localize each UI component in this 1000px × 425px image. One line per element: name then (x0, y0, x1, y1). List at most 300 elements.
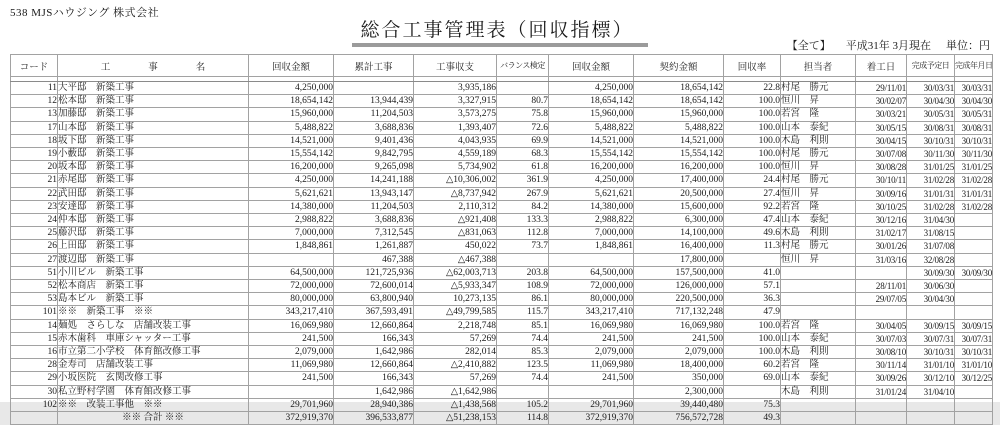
cell-code: 11 (11, 82, 58, 95)
table-row (11, 200, 993, 213)
cell-kaishu-kingaku: 1,848,861 (249, 240, 334, 253)
cell-kansei-yotei-bi: 31/08/15 (907, 227, 955, 240)
cell-ruikei-koji: 3,688,836 (334, 214, 414, 227)
cell-kaishu-kingaku-2: 14,521,000 (549, 134, 634, 147)
cell-kaishu-ritsu: 100.0 (724, 95, 781, 108)
cell-kaishu-ritsu: 49.6 (724, 227, 781, 240)
cell-kaishu-kingaku: 14,521,000 (249, 134, 334, 147)
cell-koji-shushi: △921,408 (414, 214, 497, 227)
header-koji-shushi: 工事収支 (414, 55, 497, 77)
cell-ruikei-koji: 396,533,877 (334, 412, 414, 425)
cell-kansei-nengappi: 30/08/31 (955, 121, 993, 134)
cell-balance-kentei: 267.9 (497, 187, 549, 200)
header-kaishu-kingaku-2: 回収金額 (549, 55, 634, 77)
cell-name: 渡辺邸 新築工事 (58, 253, 249, 266)
cell-code: 24 (11, 214, 58, 227)
table-body (11, 82, 993, 412)
cell-name: 赤尾邸 新築工事 (58, 174, 249, 187)
cell-keiyaku-kingaku: 6,300,000 (634, 214, 724, 227)
cell-chakko-bi: 30/10/11 (856, 174, 907, 187)
cell-koji-shushi: △51,238,153 (414, 412, 497, 425)
cell-chakko-bi: 29/07/05 (856, 293, 907, 306)
cell-kaishu-kingaku: 7,000,000 (249, 227, 334, 240)
table-row (11, 398, 993, 411)
table-row (11, 359, 993, 372)
header-koji-name: 工 事 名 (58, 55, 249, 77)
cell-kansei-nengappi (955, 306, 993, 319)
cell-kansei-yotei-bi: 32/08/28 (907, 253, 955, 266)
cell-kaishu-kingaku-2: 2,988,822 (549, 214, 634, 227)
cell-balance-kentei: 85.3 (497, 346, 549, 359)
cell-balance-kentei: 74.4 (497, 372, 549, 385)
cell-kaishu-kingaku (249, 253, 334, 266)
cell-kansei-nengappi: 30/03/31 (955, 82, 993, 95)
cell-code: 18 (11, 134, 58, 147)
cell-name: ※※ 改装工事他 ※※ (58, 398, 249, 411)
cell-kansei-yotei-bi: 30/03/31 (907, 82, 955, 95)
cell-ruikei-koji: 14,241,188 (334, 174, 414, 187)
cell-koji-shushi: 1,393,407 (414, 121, 497, 134)
cell-ruikei-koji: 11,204,503 (334, 200, 414, 213)
cell-balance-kentei: 115.7 (497, 306, 549, 319)
cell-kaishu-ritsu: 100.0 (724, 319, 781, 332)
cell-chakko-bi: 30/03/21 (856, 108, 907, 121)
cell-kansei-yotei-bi: 30/05/31 (907, 108, 955, 121)
cell-kaishu-kingaku-2: 4,250,000 (549, 82, 634, 95)
cell-kansei-yotei-bi (907, 398, 955, 411)
cell-name: 島本ビル 新築工事 (58, 293, 249, 306)
cell-kaishu-kingaku: 16,200,000 (249, 161, 334, 174)
cell-ruikei-koji: 121,725,936 (334, 266, 414, 279)
cell-name: 私立野村学園 体育館改修工事 (58, 385, 249, 398)
cell-kaishu-kingaku: 2,988,822 (249, 214, 334, 227)
cell-name: 赤木歯科 車庫シャッター工事 (58, 332, 249, 345)
cell-kansei-yotei-bi: 30/08/31 (907, 121, 955, 134)
cell-chakko-bi: 30/09/26 (856, 372, 907, 385)
cell-kansei-yotei-bi (907, 412, 955, 425)
cell-kansei-yotei-bi: 30/10/31 (907, 134, 955, 147)
cell-keiyaku-kingaku: 18,654,142 (634, 82, 724, 95)
cell-code: 53 (11, 293, 58, 306)
cell-balance-kentei: 361.9 (497, 174, 549, 187)
cell-code: 21 (11, 174, 58, 187)
cell-kansei-yotei-bi: 31/01/31 (907, 187, 955, 200)
table-row (11, 332, 993, 345)
cell-balance-kentei: 133.3 (497, 214, 549, 227)
cell-kansei-yotei-bi: 31/04/10 (907, 385, 955, 398)
cell-kaishu-ritsu: 27.4 (724, 187, 781, 200)
cell-kaishu-ritsu (724, 253, 781, 266)
cell-kaishu-kingaku-2: 241,500 (549, 372, 634, 385)
cell-tantosha: 山本 泰紀 (781, 332, 856, 345)
table-row (11, 306, 993, 319)
cell-keiyaku-kingaku: 14,100,000 (634, 227, 724, 240)
cell-kaishu-kingaku (249, 385, 334, 398)
cell-balance-kentei: 85.1 (497, 319, 549, 332)
cell-chakko-bi: 30/07/08 (856, 148, 907, 161)
cell-kaishu-kingaku-2: 241,500 (549, 332, 634, 345)
cell-code: 101 (11, 306, 58, 319)
cell-keiyaku-kingaku: 220,500,000 (634, 293, 724, 306)
cell-kansei-nengappi: 30/12/25 (955, 372, 993, 385)
cell-kansei-nengappi: 31/02/28 (955, 200, 993, 213)
cell-tantosha (781, 280, 856, 293)
cell-kaishu-kingaku-2: 15,960,000 (549, 108, 634, 121)
cell-koji-shushi: 5,734,902 (414, 161, 497, 174)
cell-code: 51 (11, 266, 58, 279)
header-row (11, 55, 993, 77)
cell-kansei-nengappi (955, 214, 993, 227)
cell-kaishu-ritsu: 22.8 (724, 82, 781, 95)
cell-kaishu-kingaku: 80,000,000 (249, 293, 334, 306)
cell-kaishu-kingaku: 343,217,410 (249, 306, 334, 319)
cell-balance-kentei: 105.2 (497, 398, 549, 411)
cell-keiyaku-kingaku: 717,132,248 (634, 306, 724, 319)
header-kansei-yotei-bi: 完成予定日 (907, 55, 955, 77)
cell-kaishu-kingaku: 4,250,000 (249, 82, 334, 95)
cell-kansei-yotei-bi: 31/02/28 (907, 174, 955, 187)
cell-keiyaku-kingaku: 350,000 (634, 372, 724, 385)
cell-balance-kentei: 68.3 (497, 148, 549, 161)
cell-balance-kentei: 112.8 (497, 227, 549, 240)
cell-kansei-nengappi: 30/04/30 (955, 95, 993, 108)
cell-chakko-bi: 30/09/16 (856, 187, 907, 200)
cell-kaishu-kingaku-2: 29,701,960 (549, 398, 634, 411)
header-kansei-nengappi: 完成年月日 (955, 55, 993, 77)
cell-kaishu-ritsu: 69.0 (724, 372, 781, 385)
cell-kansei-nengappi: 31/01/25 (955, 161, 993, 174)
table-row (11, 161, 993, 174)
cell-kaishu-kingaku: 2,079,000 (249, 346, 334, 359)
cell-ruikei-koji: 467,388 (334, 253, 414, 266)
cell-kaishu-kingaku: 72,000,000 (249, 280, 334, 293)
cell-kansei-nengappi (955, 240, 993, 253)
report-title: 総合工事管理表（回収指標） (352, 15, 647, 47)
cell-tantosha: 木島 利則 (781, 134, 856, 147)
cell-kaishu-ritsu: 60.2 (724, 359, 781, 372)
cell-tantosha: 若宮 隆 (781, 200, 856, 213)
cell-chakko-bi: 30/01/26 (856, 240, 907, 253)
table-row (11, 148, 993, 161)
cell-name: 大平邸 新築工事 (58, 82, 249, 95)
cell-kaishu-ritsu: 49.3 (724, 412, 781, 425)
table-row (11, 108, 993, 121)
cell-koji-shushi: 2,218,748 (414, 319, 497, 332)
cell-kansei-yotei-bi: 30/09/15 (907, 319, 955, 332)
cell-name: 仲本邸 新築工事 (58, 214, 249, 227)
cell-balance-kentei: 69.9 (497, 134, 549, 147)
cell-kansei-yotei-bi: 30/11/30 (907, 148, 955, 161)
table-footer (11, 412, 993, 425)
cell-name: 坂下邸 新築工事 (58, 134, 249, 147)
cell-keiyaku-kingaku: 2,300,000 (634, 385, 724, 398)
cell-chakko-bi (856, 266, 907, 279)
cell-kansei-nengappi (955, 253, 993, 266)
cell-kaishu-kingaku-2: 2,079,000 (549, 346, 634, 359)
cell-tantosha: 恒川 昇 (781, 187, 856, 200)
cell-tantosha: 木島 利則 (781, 227, 856, 240)
cell-chakko-bi: 30/08/28 (856, 161, 907, 174)
cell-kaishu-kingaku: 5,488,822 (249, 121, 334, 134)
construction-management-table (10, 54, 993, 425)
cell-koji-shushi: △10,306,002 (414, 174, 497, 187)
cell-ruikei-koji: 9,842,795 (334, 148, 414, 161)
cell-balance-kentei: 123.5 (497, 359, 549, 372)
cell-kaishu-kingaku-2: 343,217,410 (549, 306, 634, 319)
cell-kaishu-kingaku-2: 5,621,621 (549, 187, 634, 200)
cell-koji-shushi: 282,014 (414, 346, 497, 359)
cell-keiyaku-kingaku: 20,500,000 (634, 187, 724, 200)
cell-kansei-nengappi (955, 280, 993, 293)
table-row (11, 240, 993, 253)
header-balance-kentei: バランス検定 (497, 55, 549, 77)
cell-chakko-bi: 30/12/16 (856, 214, 907, 227)
cell-kaishu-kingaku-2: 64,500,000 (549, 266, 634, 279)
cell-kansei-nengappi: 30/07/31 (955, 332, 993, 345)
cell-code: 16 (11, 346, 58, 359)
cell-tantosha: 村尾 勝元 (781, 148, 856, 161)
cell-kaishu-ritsu: 100.0 (724, 148, 781, 161)
cell-balance-kentei: 74.4 (497, 332, 549, 345)
cell-kaishu-kingaku: 5,621,621 (249, 187, 334, 200)
cell-kansei-yotei-bi: 31/01/10 (907, 359, 955, 372)
cell-balance-kentei: 86.1 (497, 293, 549, 306)
cell-code: 17 (11, 121, 58, 134)
cell-code: 22 (11, 187, 58, 200)
cell-ruikei-koji: 12,660,864 (334, 359, 414, 372)
cell-kaishu-kingaku: 4,250,000 (249, 174, 334, 187)
cell-kansei-nengappi: 30/09/15 (955, 319, 993, 332)
cell-kaishu-ritsu: 100.0 (724, 108, 781, 121)
cell-code (11, 412, 58, 425)
header-chakko-bi: 着工日 (856, 55, 907, 77)
cell-name: 麺処 さらしな 店舗改装工事 (58, 319, 249, 332)
cell-name: 藤沢邸 新築工事 (58, 227, 249, 240)
header-kaishu-kingaku: 回収金額 (249, 55, 334, 77)
cell-kansei-nengappi (955, 412, 993, 425)
cell-kaishu-kingaku: 15,960,000 (249, 108, 334, 121)
cell-keiyaku-kingaku: 2,079,000 (634, 346, 724, 359)
cell-chakko-bi: 30/02/07 (856, 95, 907, 108)
cell-kaishu-ritsu (724, 385, 781, 398)
cell-chakko-bi: 30/05/15 (856, 121, 907, 134)
header-ruikei-koji: 累計工事 (334, 55, 414, 77)
cell-ruikei-koji: 1,642,986 (334, 346, 414, 359)
cell-chakko-bi: 30/07/03 (856, 332, 907, 345)
cell-tantosha: 木島 利則 (781, 346, 856, 359)
cell-kaishu-kingaku: 14,380,000 (249, 200, 334, 213)
cell-kaishu-ritsu: 41.0 (724, 266, 781, 279)
cell-koji-shushi: 3,327,915 (414, 95, 497, 108)
cell-kaishu-ritsu: 100.0 (724, 121, 781, 134)
cell-keiyaku-kingaku: 18,400,000 (634, 359, 724, 372)
header-kaishu-ritsu: 回収率 (724, 55, 781, 77)
cell-kansei-nengappi: 31/01/31 (955, 187, 993, 200)
cell-kansei-yotei-bi: 30/10/31 (907, 346, 955, 359)
cell-ruikei-koji: 9,401,436 (334, 134, 414, 147)
cell-name: 加藤邸 新築工事 (58, 108, 249, 121)
cell-code: 23 (11, 200, 58, 213)
cell-koji-shushi: △831,063 (414, 227, 497, 240)
cell-chakko-bi: 30/10/25 (856, 200, 907, 213)
cell-name: 安達邸 新築工事 (58, 200, 249, 213)
cell-chakko-bi: 30/04/15 (856, 134, 907, 147)
cell-balance-kentei: 108.9 (497, 280, 549, 293)
cell-kansei-nengappi (955, 227, 993, 240)
cell-keiyaku-kingaku: 15,960,000 (634, 108, 724, 121)
table-row (11, 187, 993, 200)
cell-kaishu-kingaku-2 (549, 253, 634, 266)
cell-balance-kentei: 80.7 (497, 95, 549, 108)
cell-kaishu-kingaku-2 (549, 385, 634, 398)
cell-tantosha (781, 293, 856, 306)
cell-name: 小川ビル 新築工事 (58, 266, 249, 279)
cell-kansei-yotei-bi: 30/07/31 (907, 332, 955, 345)
cell-keiyaku-kingaku: 5,488,822 (634, 121, 724, 134)
cell-koji-shushi: 4,559,189 (414, 148, 497, 161)
cell-tantosha: 恒川 昇 (781, 161, 856, 174)
cell-ruikei-koji: 63,800,940 (334, 293, 414, 306)
cell-kaishu-ritsu: 47.9 (724, 306, 781, 319)
cell-koji-shushi: 3,573,275 (414, 108, 497, 121)
cell-kaishu-ritsu: 100.0 (724, 332, 781, 345)
cell-kansei-nengappi: 30/10/31 (955, 346, 993, 359)
cell-chakko-bi: 29/11/01 (856, 82, 907, 95)
cell-koji-shushi: 3,935,186 (414, 82, 497, 95)
cell-kaishu-kingaku: 29,701,960 (249, 398, 334, 411)
cell-kaishu-kingaku-2: 16,200,000 (549, 161, 634, 174)
cell-chakko-bi: 31/02/17 (856, 227, 907, 240)
as-of-date: 平成31年 3月現在 (845, 40, 931, 52)
cell-tantosha: 村尾 勝元 (781, 82, 856, 95)
cell-keiyaku-kingaku: 14,521,000 (634, 134, 724, 147)
cell-kaishu-ritsu: 100.0 (724, 346, 781, 359)
cell-balance-kentei (497, 253, 549, 266)
total-row (11, 412, 993, 425)
cell-kansei-nengappi: 30/05/31 (955, 108, 993, 121)
cell-keiyaku-kingaku: 16,069,980 (634, 319, 724, 332)
company-name: 538 MJSハウジング 株式会社 (10, 7, 160, 19)
cell-name: 金寿司 店舗改装工事 (58, 359, 249, 372)
cell-ruikei-koji: 72,600,014 (334, 280, 414, 293)
cell-name: 武田邸 新築工事 (58, 187, 249, 200)
cell-kaishu-kingaku-2: 72,000,000 (549, 280, 634, 293)
table-row (11, 95, 993, 108)
cell-keiyaku-kingaku: 17,800,000 (634, 253, 724, 266)
cell-name: 山本邸 新築工事 (58, 121, 249, 134)
cell-kaishu-ritsu: 100.0 (724, 161, 781, 174)
cell-ruikei-koji: 13,944,439 (334, 95, 414, 108)
cell-name: 上田邸 新築工事 (58, 240, 249, 253)
cell-koji-shushi: △2,410,882 (414, 359, 497, 372)
unit-label: 単位：円 (946, 40, 990, 52)
cell-koji-shushi: △467,388 (414, 253, 497, 266)
cell-code: 52 (11, 280, 58, 293)
cell-ruikei-koji: 1,642,986 (334, 385, 414, 398)
cell-balance-kentei: 61.8 (497, 161, 549, 174)
cell-kansei-yotei-bi: 30/12/10 (907, 372, 955, 385)
table-row (11, 293, 993, 306)
cell-chakko-bi: 30/04/05 (856, 319, 907, 332)
cell-code: 19 (11, 148, 58, 161)
cell-tantosha (781, 306, 856, 319)
cell-kansei-nengappi: 31/01/10 (955, 359, 993, 372)
cell-kaishu-kingaku-2: 11,069,980 (549, 359, 634, 372)
cell-ruikei-koji: 28,940,386 (334, 398, 414, 411)
cell-balance-kentei: 114.8 (497, 412, 549, 425)
cell-kaishu-ritsu: 100.0 (724, 134, 781, 147)
cell-tantosha: 木島 利則 (781, 385, 856, 398)
table-row (11, 82, 993, 95)
cell-tantosha (781, 412, 856, 425)
cell-koji-shushi: 2,110,312 (414, 200, 497, 213)
cell-kansei-yotei-bi: 31/02/28 (907, 200, 955, 213)
cell-tantosha: 村尾 勝元 (781, 240, 856, 253)
cell-name: 小藪邸 新築工事 (58, 148, 249, 161)
cell-koji-shushi: △49,799,585 (414, 306, 497, 319)
cell-koji-shushi: △8,737,942 (414, 187, 497, 200)
cell-chakko-bi: 30/11/14 (856, 359, 907, 372)
cell-kaishu-kingaku-2: 14,380,000 (549, 200, 634, 213)
cell-kansei-yotei-bi (907, 306, 955, 319)
cell-tantosha: 山本 泰紀 (781, 214, 856, 227)
cell-tantosha: 山本 泰紀 (781, 121, 856, 134)
cell-kaishu-kingaku-2: 18,654,142 (549, 95, 634, 108)
cell-kansei-nengappi (955, 385, 993, 398)
cell-kaishu-kingaku-2: 15,554,142 (549, 148, 634, 161)
cell-chakko-bi: 31/03/16 (856, 253, 907, 266)
cell-chakko-bi: 31/01/24 (856, 385, 907, 398)
header-keiyaku-kingaku: 契約金額 (634, 55, 724, 77)
cell-balance-kentei: 203.8 (497, 266, 549, 279)
cell-tantosha: 恒川 昇 (781, 95, 856, 108)
cell-ruikei-koji: 1,261,887 (334, 240, 414, 253)
cell-kaishu-kingaku: 241,500 (249, 332, 334, 345)
cell-kansei-yotei-bi: 30/09/30 (907, 266, 955, 279)
cell-kaishu-kingaku: 18,654,142 (249, 95, 334, 108)
table-header (11, 55, 993, 82)
cell-balance-kentei (497, 82, 549, 95)
cell-keiyaku-kingaku: 16,200,000 (634, 161, 724, 174)
cell-kaishu-kingaku-2: 7,000,000 (549, 227, 634, 240)
cell-kaishu-ritsu: 11.3 (724, 240, 781, 253)
cell-ruikei-koji (334, 82, 414, 95)
cell-code: 20 (11, 161, 58, 174)
cell-keiyaku-kingaku: 15,554,142 (634, 148, 724, 161)
cell-tantosha (781, 398, 856, 411)
cell-kaishu-kingaku: 64,500,000 (249, 266, 334, 279)
cell-ruikei-koji: 166,343 (334, 372, 414, 385)
cell-tantosha: 若宮 隆 (781, 359, 856, 372)
cell-kaishu-kingaku-2: 5,488,822 (549, 121, 634, 134)
table-row (11, 385, 993, 398)
cell-name: 市立第二小学校 体育館改修工事 (58, 346, 249, 359)
cell-koji-shushi: △1,438,568 (414, 398, 497, 411)
cell-keiyaku-kingaku: 157,500,000 (634, 266, 724, 279)
cell-koji-shushi: 450,022 (414, 240, 497, 253)
cell-code: 30 (11, 385, 58, 398)
cell-code: 102 (11, 398, 58, 411)
cell-kansei-yotei-bi: 31/04/30 (907, 214, 955, 227)
cell-code: 25 (11, 227, 58, 240)
cell-chakko-bi: 30/08/10 (856, 346, 907, 359)
cell-kaishu-ritsu: 57.1 (724, 280, 781, 293)
cell-kaishu-kingaku-2: 1,848,861 (549, 240, 634, 253)
cell-kaishu-kingaku-2: 372,919,370 (549, 412, 634, 425)
cell-kaishu-kingaku-2: 80,000,000 (549, 293, 634, 306)
cell-kaishu-kingaku: 11,069,980 (249, 359, 334, 372)
cell-balance-kentei: 75.8 (497, 108, 549, 121)
